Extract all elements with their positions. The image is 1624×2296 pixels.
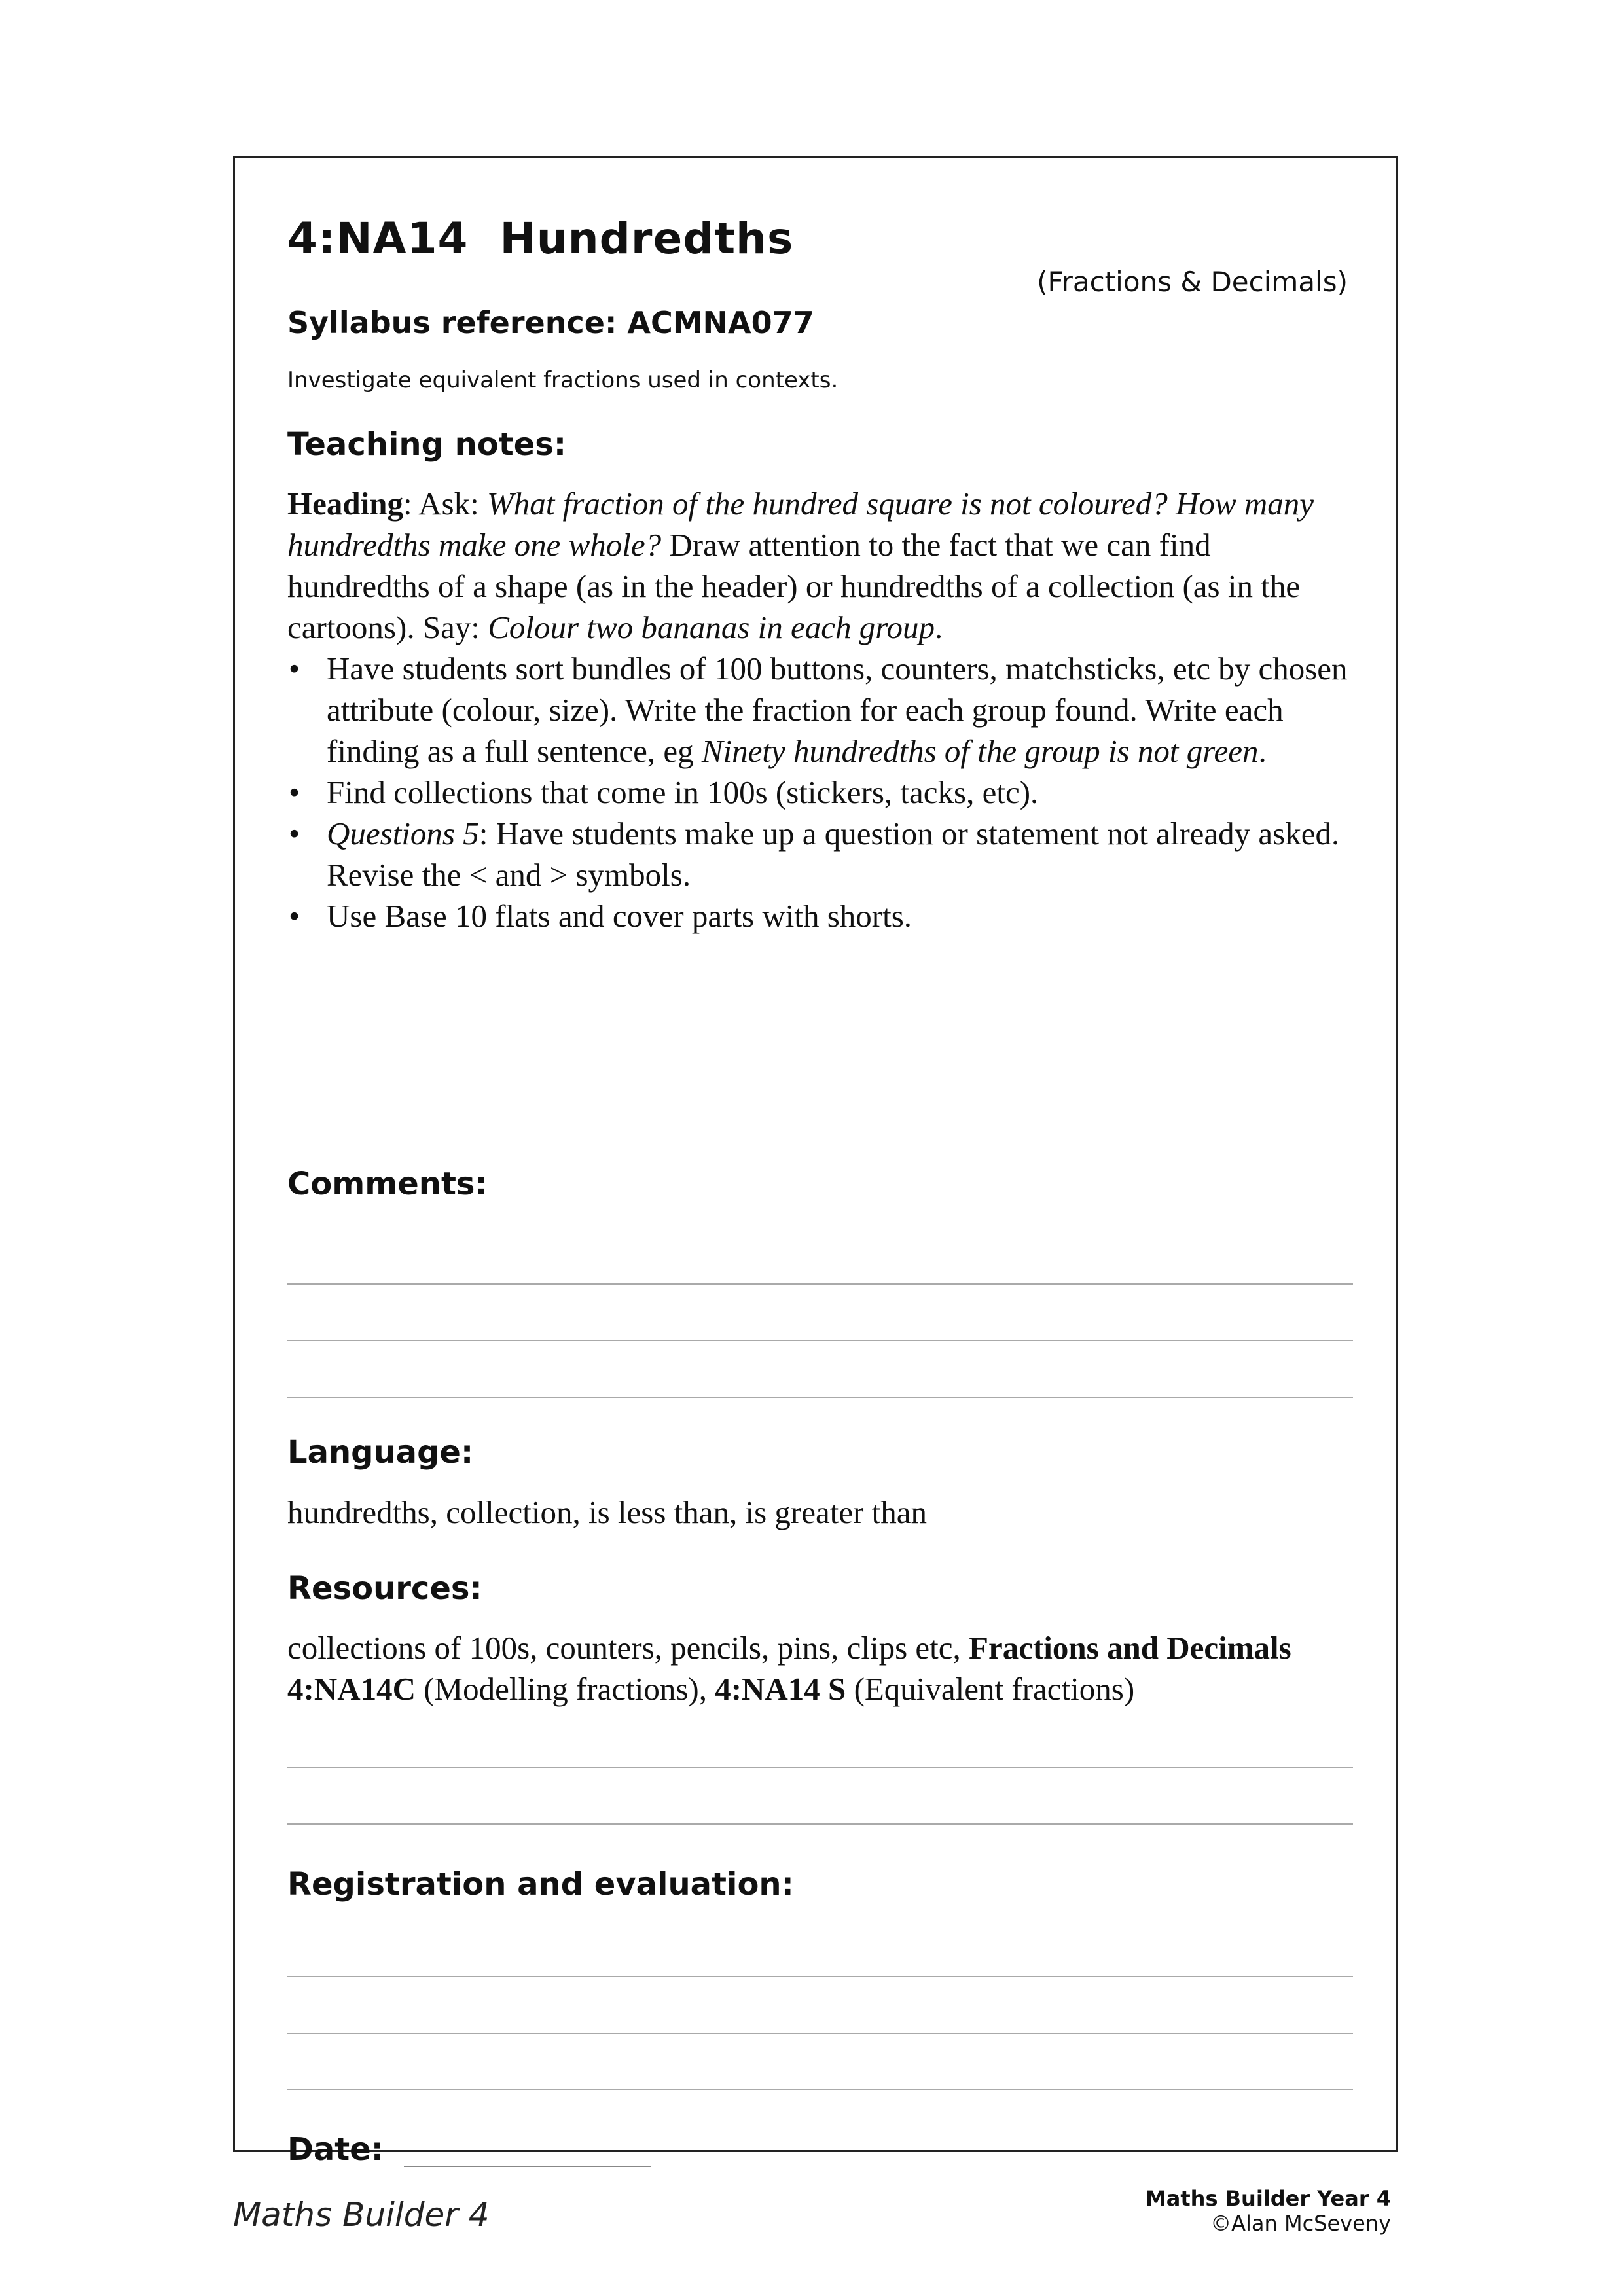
registration-line[interactable]: [287, 2089, 1353, 2090]
registration-line[interactable]: [287, 1976, 1353, 1977]
syllabus-description: Investigate equivalent fractions used in contexts.: [287, 367, 839, 393]
teaching-notes-heading: Teaching notes:: [287, 426, 567, 463]
list-item: • Questions 5: Have students make up a question or statement not already asked. Revise the < and > symbols.: [327, 813, 1361, 895]
footer-credit: [1146, 2186, 1391, 2236]
title-code: 4:NA14: [287, 213, 469, 264]
comments-heading: Comments:: [287, 1166, 488, 1202]
resources-line[interactable]: [287, 1767, 1353, 1768]
syllabus-reference: Syllabus reference: ACMNA077: [287, 305, 814, 340]
list-item: • Use Base 10 flats and cover parts with shorts.: [327, 895, 1361, 937]
list-item: • Find collections that come in 100s (stickers, tacks, etc).: [327, 772, 1361, 813]
page-frame: [233, 156, 1398, 2168]
date-line[interactable]: [404, 2166, 651, 2167]
date-label: Date:: [287, 2131, 384, 2168]
language-text: hundredths, collection, is less than, is greater than: [287, 1494, 928, 1530]
list-item: • Have students sort bundles of 100 buttons, counters, matchsticks, etc by chosen attribute (colour, size). Write the fraction for each group found. Write each finding as a full sentence, eg Ninety hundredths of the group is not green.: [327, 648, 1361, 772]
footer-copyright: ©Alan McSeveny: [1210, 2211, 1391, 2236]
registration-heading: Registration and evaluation:: [287, 1866, 794, 1903]
strand-label: (Fractions & Decimals): [1037, 266, 1348, 298]
comments-line[interactable]: [287, 1283, 1353, 1285]
language-heading: Language:: [287, 1434, 474, 1471]
title-text: Hundredths: [499, 213, 794, 264]
registration-line[interactable]: [287, 2033, 1353, 2034]
teaching-bullets: [287, 648, 1361, 937]
resources-line[interactable]: [287, 1823, 1353, 1825]
resources-text: collections of 100s, counters, pencils, pins, clips etc, Fractions and Decimals 4:NA14C (Modelling fractions), 4:NA14 S (Equivalent fractions): [287, 1630, 1291, 1707]
resources-heading: Resources:: [287, 1570, 482, 1607]
teaching-notes-body: [287, 483, 1361, 937]
comments-line[interactable]: [287, 1397, 1353, 1398]
footer-series: Maths Builder Year 4: [1145, 2186, 1391, 2211]
comments-line[interactable]: [287, 1340, 1353, 1341]
page-title: [287, 213, 793, 264]
teaching-intro: Heading: Ask: What fraction of the hundred square is not coloured? How many hundredths make one whole? Draw attention to the fact that we can find hundredths of a shape (as in the header) or hundredths of a collection (as in the cartoons). Say: Colour two bananas in each group.: [287, 486, 1314, 645]
footer-book-title: Maths Builder 4: [233, 2196, 490, 2234]
